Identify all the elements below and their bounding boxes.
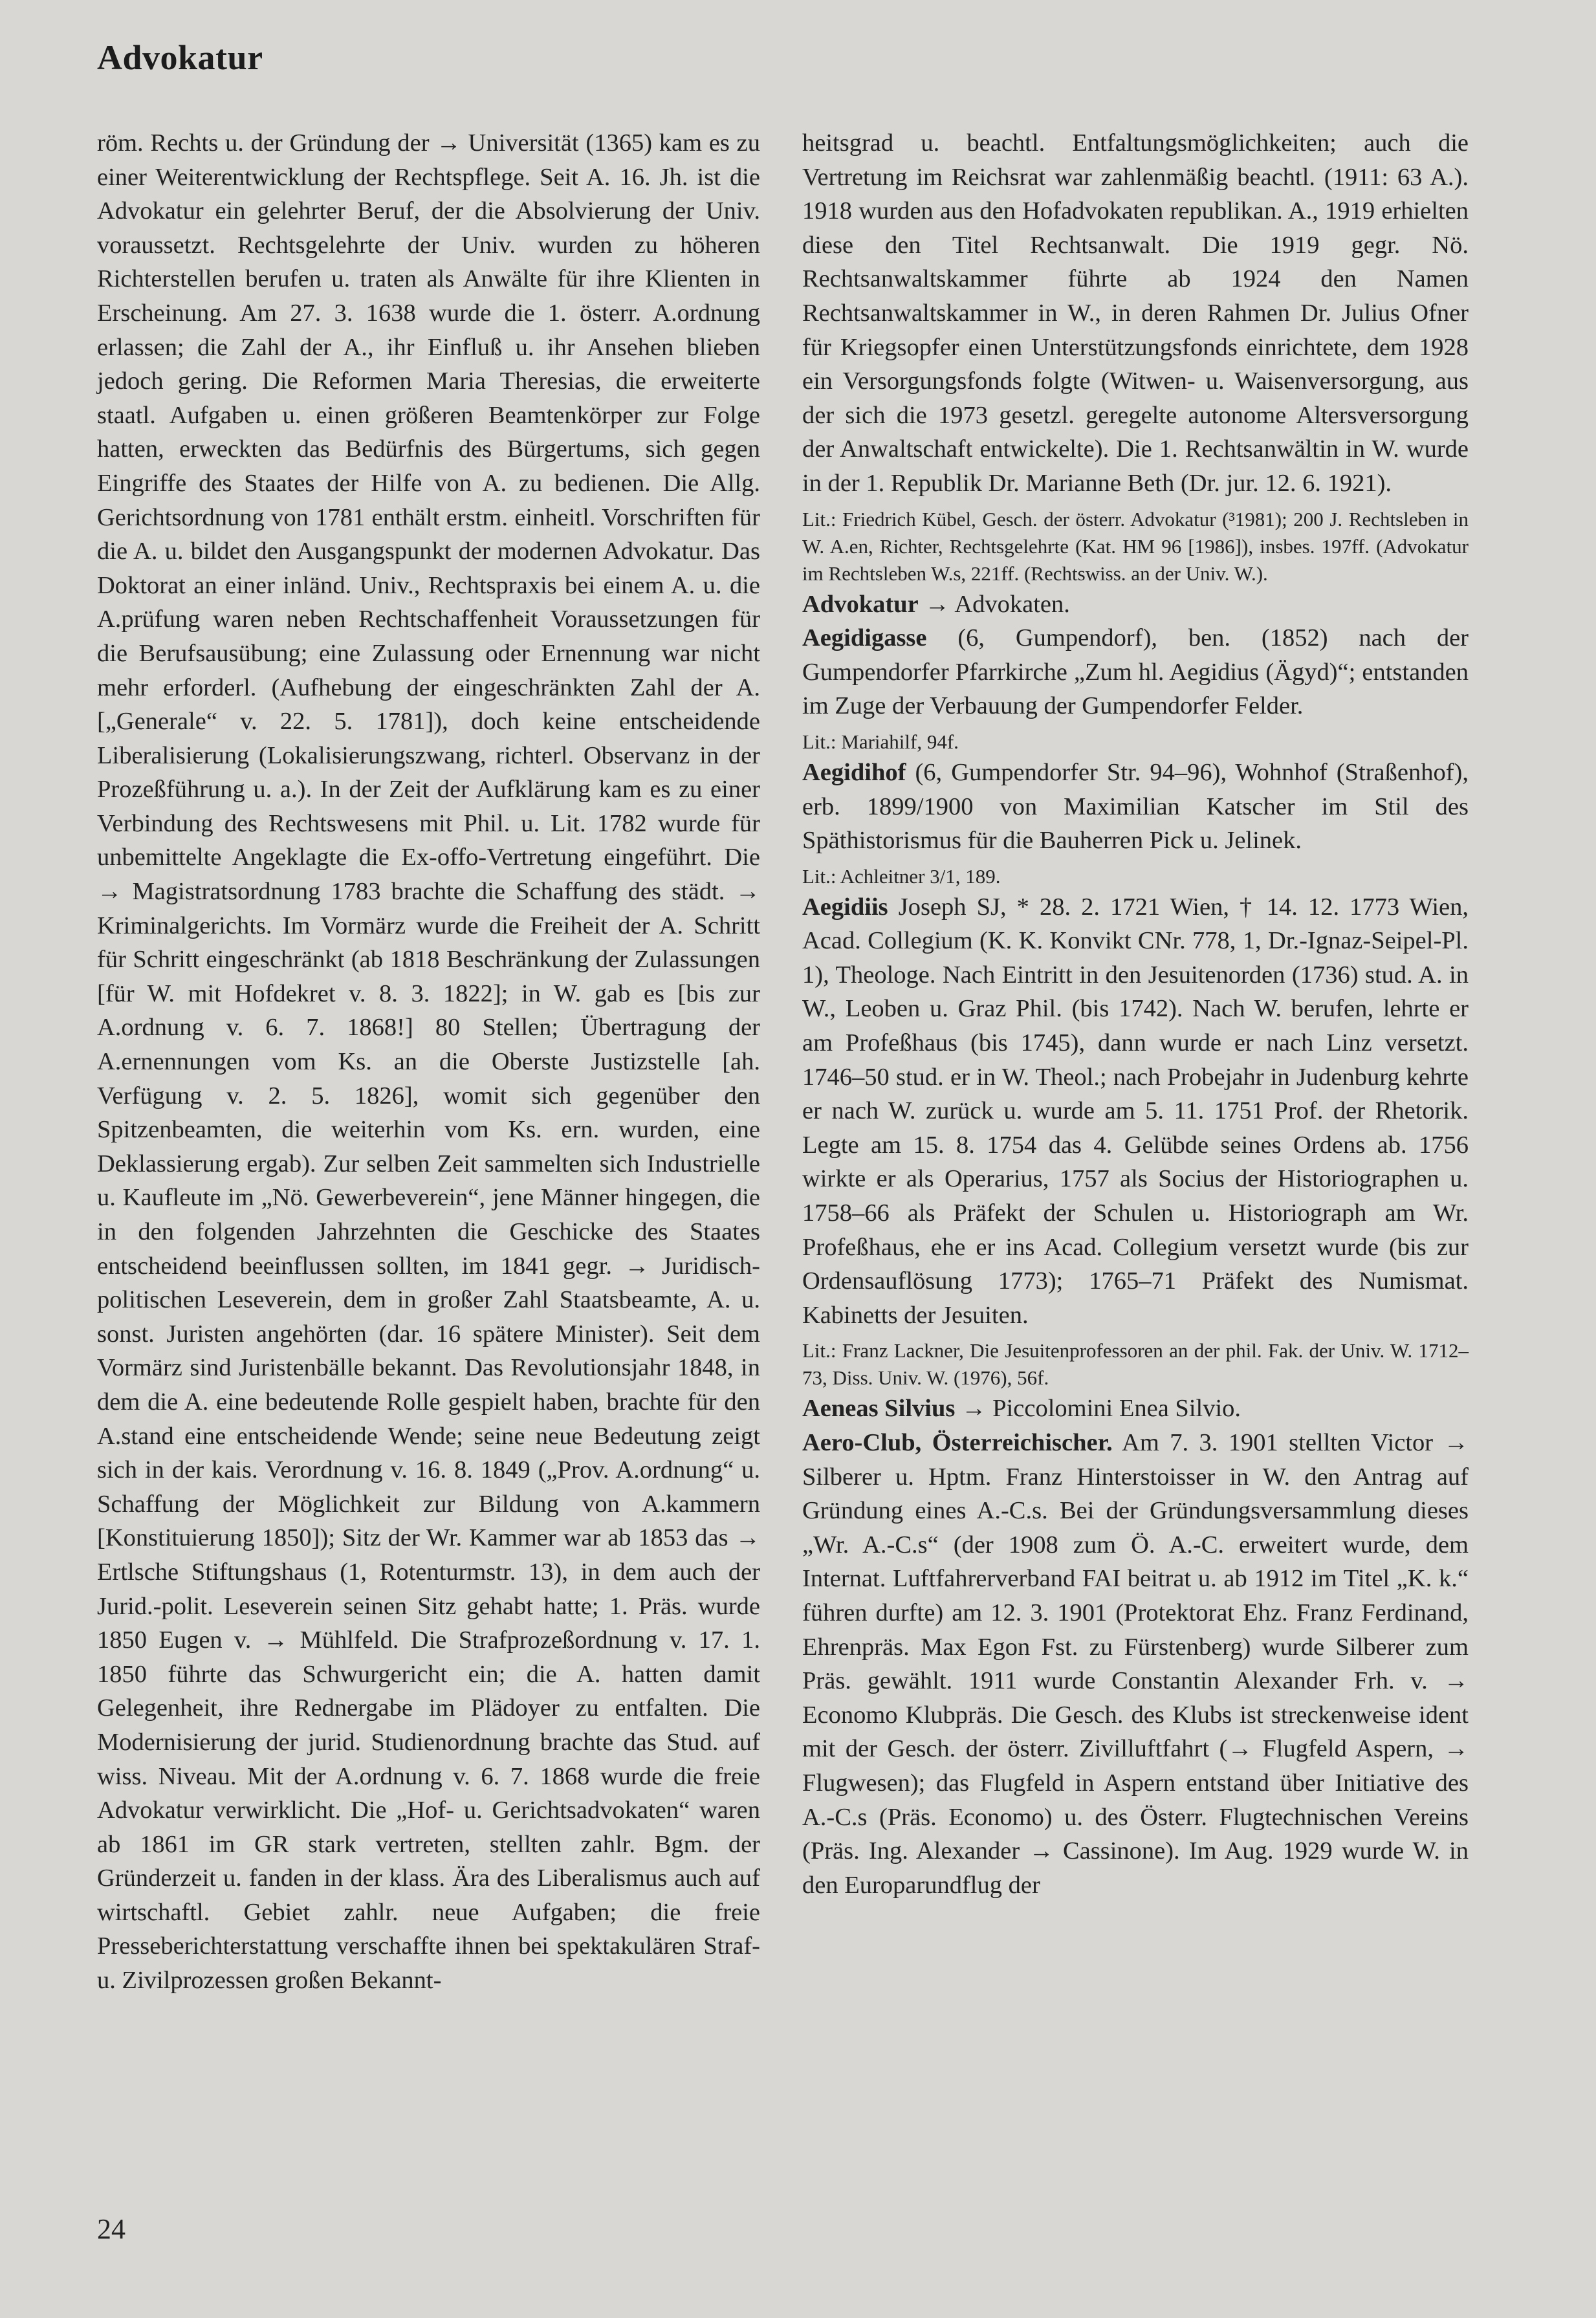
entry-aegidigasse [802, 621, 1469, 723]
page-number: 24 [97, 2213, 126, 2245]
right-column [802, 126, 1469, 1902]
entry-body: (6, Gumpendorfer Str. 94–96), Wohnhof (Straßenhof), erb. 1899/1900 von Maximilian Katscher im Stil des Späthistorismus für die Bauherren Pick u. Jelinek. [802, 758, 1469, 855]
entry-body: Joseph SJ, * 28. 2. 1721 Wien, † 14. 12. 1773 Wien, Acad. Collegium (K. K. Konvikt CNr. 778, 1, Dr.-Ignaz-Seipel-Pl. 1), Theologe. Nach Eintritt in den Jesuitenorden (1736) stud. A. in W., Leoben u. Graz Phil. (bis 1742). Nach W. berufen, lehrte er am Profeßhaus (bis 1745), dann wurde er nach Linz versetzt. 1746–50 stud. er in W. Theol.; nach Probejahr in Judenburg kehrte er nach W. zurück u. wurde am 5. 11. 1751 Prof. der Rhetorik. Legte am 15. 8. 1754 das 4. Gelübde seines Ordens ab. 1756 wirkte er als Operarius, 1757 als Socius der Historiographen u. 1758–66 als Präfekt der Schulen u. Historiograph am Wr. Profeßhaus, ehe er ins Acad. Collegium versetzt wurde (bis zur Ordensauflösung 1773); 1765–71 Präfekt des Numismat. Kabinetts der Jesuiten. [802, 893, 1469, 1329]
entry-aero-club [802, 1426, 1469, 1902]
advokatur-article-end: heitsgrad u. beachtl. Entfaltungsmöglichkeiten; auch die Vertretung im Reichsrat war zahlenmäßig beachtl. (1911: 63 A.). 1918 wurden aus den Hofadvokaten republikan. A., 1919 erhielten diese den Titel Rechtsanwalt. Die 1919 gegr. Nö. Rechtsanwaltskammer führte ab 1924 den Namen Rechtsanwaltskammer in W., in deren Rahmen Dr. Julius Ofner für Kriegsopfer einen Unterstützungsfonds einrichtete, dem 1928 ein Versorgungsfonds folgte (Witwen- u. Waisenversorgung, aus der sich die 1973 gesetzl. geregelte autonome Altersversorgung der Anwaltschaft entwickelte). Die 1. Rechtsanwältin in W. wurde in der 1. Republik Dr. Marianne Beth (Dr. jur. 12. 6. 1921). [802, 129, 1469, 497]
entry-body: Am 7. 3. 1901 stellten Victor → Silberer u. Hptm. Franz Hinterstoisser in W. den Antrag auf Gründung eines A.-C.s. Bei der Gründungsversammlung dieses „Wr. A.-C.s“ (der 1908 zum Ö. A.-C. erweitert wurde, dem Internat. Luftfahrerverband FAI beitrat u. ab 1912 im Titel „K. k.“ führen durfte) am 12. 3. 1901 (Protektorat Ehz. Franz Ferdinand, Ehrenpräs. Max Egon Fst. zu Fürstenberg) wurde Silberer zum Präs. gewählt. 1911 wurde Constantin Alexander Frh. v. → Economo Klubpräs. Die Gesch. des Klubs ist streckenweise ident mit der Gesch. der österr. Zivilluftfahrt (→ Flugfeld Aspern, → Flugwesen); das Flugfeld in Aspern entstand über Initiative des A.-C.s (Präs. Economo) u. des Österr. Flugtechnischen Vereins (Präs. Ing. Alexander → Cassinone). Im Aug. 1929 wurde W. in den Europarundflug der [802, 1429, 1469, 1899]
left-column [97, 126, 760, 1998]
entry-advokatur-crossref [802, 587, 1469, 622]
entry-headword: Advokatur [802, 590, 919, 618]
entry-headword: Aegidigasse [802, 624, 927, 652]
entry-literature: Lit.: Franz Lackner, Die Jesuitenprofessoren an der phil. Fak. der Univ. W. 1712–73, Diss. Univ. W. (1976), 56f. [802, 1339, 1469, 1390]
running-head: Advokatur [97, 38, 263, 77]
entry-headword: Aero-Club, Österreichischer. [802, 1429, 1113, 1456]
entry-aegidiis [802, 890, 1469, 1333]
entry-aegidihof [802, 756, 1469, 858]
advokatur-literature: Lit.: Friedrich Kübel, Gesch. der österr. Advokatur (³1981); 200 J. Rechtsleben in W. A.en, Richter, Rechtsgelehrte (Kat. HM 96 [1986]), insbes. 197ff. (Advokatur im Rechtsleben W.s, 221ff. (Rechtswiss. an der Univ. W.). [802, 507, 1469, 585]
entry-literature: Lit.: Mariahilf, 94f. [802, 730, 959, 753]
entry-headword: Aegidiis [802, 893, 888, 921]
entry-literature: Lit.: Achleitner 3/1, 189. [802, 864, 1001, 888]
entry-body: → Advokaten. [924, 590, 1070, 618]
entry-body: (6, Gumpendorf), ben. (1852) nach der Gumpendorfer Pfarrkirche „Zum hl. Aegidius (Ägyd)“; entstanden im Zuge der Verbauung der Gumpendorfer Felder. [802, 624, 1469, 720]
advokatur-article-continuation: röm. Rechts u. der Gründung der → Universität (1365) kam es zu einer Weiterentwicklung der Rechtspflege. Seit A. 16. Jh. ist die Advokatur ein gelehrter Beruf, der die Absolvierung der Univ. voraussetzt. Rechtsgelehrte der Univ. wurden zu höheren Richterstellen berufen u. traten als Anwälte für ihre Klienten in Erscheinung. Am 27. 3. 1638 wurde die 1. österr. A.ordnung erlassen; die Zahl der A., ihr Einfluß u. ihr Ansehen blieben jedoch gering. Die Reformen Maria Theresias, die erweiterte staatl. Aufgaben u. einen größeren Beamtenkörper zur Folge hatten, erweckten das Bedürfnis des Bürgertums, sich gegen Eingriffe des Staates der Hilfe von A. zu bedienen. Die Allg. Gerichtsordnung von 1781 enthält erstm. einheitl. Vorschriften für die A. u. bildet den Ausgangspunkt der modernen Advokatur. Das Doktorat an einer inländ. Univ., Rechtspraxis bei einem A. u. die A.prüfung waren neben Rechtschaffenheit Voraussetzungen für die Berufsausübung; eine Zulassung oder Ernennung war nicht mehr erforderl. (Aufhebung der eingeschränkten Zahl der A. [„Generale“ v. 22. 5. 1781]), doch keine entscheidende Liberalisierung (Lokalisierungszwang, richterl. Observanz in der Prozeßführung u. a.). In der Zeit der Aufklärung kam es zu einer Verbindung des Rechtswesens mit Phil. u. Lit. 1782 wurde für unbemittelte Angeklagte die Ex-offo-Vertretung eingeführt. Die → Magistratsordnung 1783 brachte die Schaffung des städt. → Kriminalgerichts. Im Vormärz wurde die Freiheit der A. Schritt für Schritt eingeschränkt (ab 1818 Beschränkung der Zulassungen [für W. mit Hofdekret v. 8. 3. 1822]; in W. gab es [bis zur A.ordnung v. 6. 7. 1868!] 80 Stellen; Übertragung der A.ernennungen vom Ks. an die Oberste Justizstelle [ah. Verfügung v. 2. 5. 1826], womit sich gegenüber den Spitzenbeamten, die weiterhin vom Ks. ern. wurden, eine Deklassierung ergab). Zur selben Zeit sammelten sich Industrielle u. Kaufleute im „Nö. Gewerbeverein“, jene Männer hingegen, die in den folgenden Jahrzehnten die Geschicke des Staates entscheidend beeinflussen sollten, im 1841 gegr. → Juridisch-politischen Leseverein, dem in großer Zahl Staatsbeamte, A. u. sonst. Juristen angehörten (dar. 16 spätere Minister). Seit dem Vormärz sind Juristenbälle bekannt. Das Revolutionsjahr 1848, in dem die A. eine bedeutende Rolle gespielt haben, brachte für den A.stand eine entscheidende Wende; seine neue Bedeutung zeigt sich in der kais. Verordnung v. 16. 8. 1849 („Prov. A.ordnung“ u. Schaffung der Möglichkeit zur Bildung von A.kammern [Konstituierung 1850]); Sitz der Wr. Kammer war ab 1853 das → Ertlsche Stiftungshaus (1, Rotenturmstr. 13), in dem auch der Jurid.-polit. Leseverein seinen Sitz gehabt hatte; 1. Präs. wurde 1850 Eugen v. → Mühlfeld. Die Strafprozeßordnung v. 17. 1. 1850 führte das Schwurgericht ein; die A. hatten damit Gelegenheit, ihre Rednergabe im Plädoyer zu entfalten. Die Modernisierung der jurid. Studienordnung brachte das Stud. auf wiss. Niveau. Mit der A.ordnung v. 6. 7. 1868 wurde die freie Advokatur verwirklicht. Die „Hof- u. Gerichtsadvokaten“ waren ab 1861 im GR stark vertreten, stellten zahlr. Bgm. der Gründerzeit u. fanden in der klass. Ära des Liberalismus auch auf wirtschaftl. Gebiet zahlr. neue Aufgaben; die freie Presseberichterstattung verschaffte ihnen bei spektakulären Straf- u. Zivilprozessen großen Bekannt- [97, 129, 760, 1995]
entry-body: → Piccolomini Enea Silvio. [961, 1395, 1241, 1423]
entry-headword: Aeneas Silvius [802, 1395, 956, 1423]
entry-headword: Aegidihof [802, 758, 906, 786]
entry-aeneas-silvius [802, 1392, 1469, 1426]
